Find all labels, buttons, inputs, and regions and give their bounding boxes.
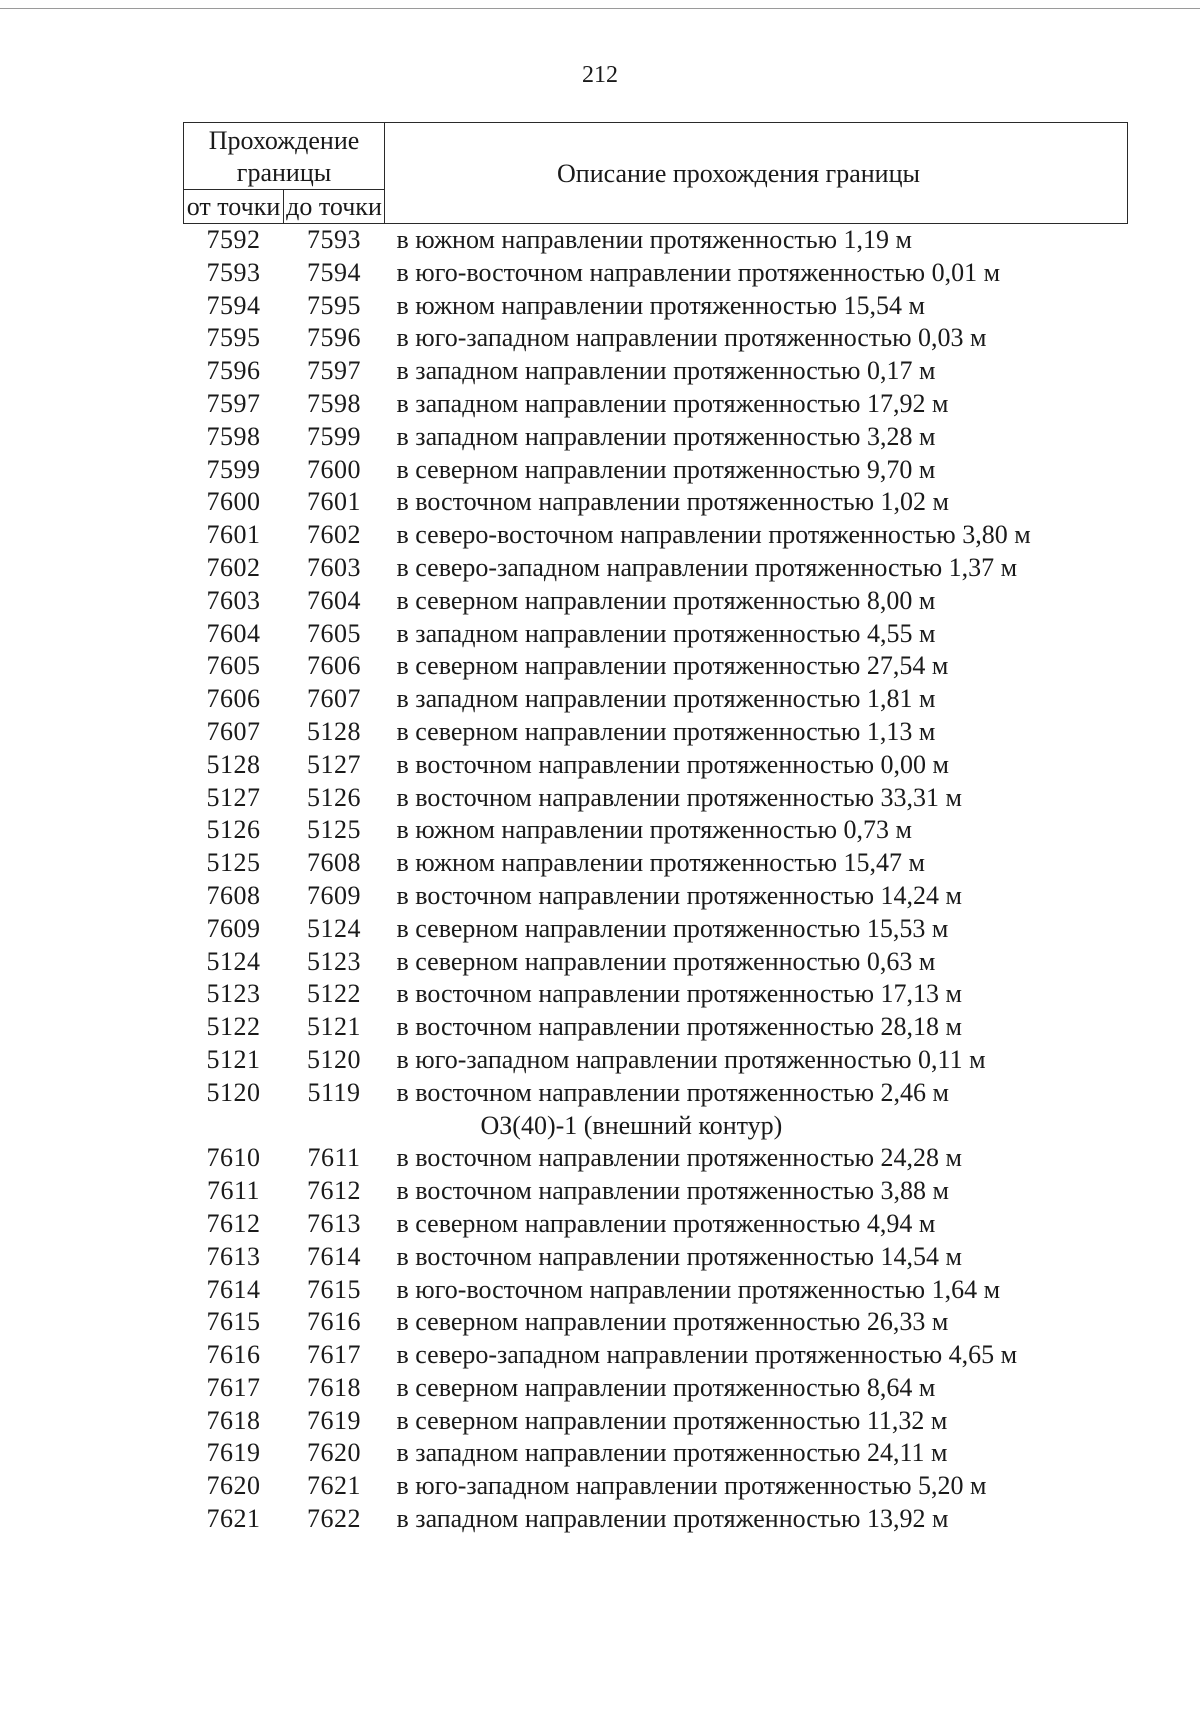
from-point-cell: 7611: [206, 1176, 261, 1206]
description-cell: в восточном направлении протяженностью 14,54 м: [396, 1241, 962, 1271]
description-cell: в северном направлении протяженностью 8,00 м: [396, 585, 936, 615]
description-cell: в восточном направлении протяженностью 17,13 м: [396, 979, 962, 1009]
description-cell: в северном направлении протяженностью 1,13 м: [396, 716, 936, 746]
to-point-cell: 7598: [307, 388, 361, 418]
description-cell: в северном направлении протяженностью 0,63 м: [396, 946, 936, 976]
from-point-cell: 7605: [206, 651, 261, 681]
description-cell: в северо-западном направлении протяженностью 4,65 м: [396, 1340, 1018, 1370]
to-point-cell: 7597: [307, 356, 361, 386]
from-point-cell: 7608: [206, 880, 261, 910]
section-row: [184, 1110, 1128, 1143]
from-point-cell: 7613: [206, 1241, 261, 1271]
to-point-cell: 7620: [307, 1438, 361, 1468]
table-row: [184, 716, 1128, 749]
from-point-cell: 5122: [206, 1012, 261, 1042]
table-row: [184, 683, 1128, 716]
table-row: [184, 913, 1128, 946]
from-point-cell: 7615: [206, 1307, 261, 1337]
from-point-cell: 7621: [206, 1504, 261, 1534]
description-cell: в северо-восточном направлении протяженностью 3,80 м: [396, 520, 1031, 550]
from-point-cell: 7599: [206, 454, 261, 484]
table-row: [184, 782, 1128, 815]
to-point-cell: 5121: [307, 1012, 361, 1042]
table-row: [184, 978, 1128, 1011]
from-point-cell: 5121: [206, 1044, 261, 1074]
description-cell: в западном направлении протяженностью 3,28 м: [396, 421, 936, 451]
from-point-cell: 7618: [206, 1405, 261, 1435]
table-row: [184, 880, 1128, 913]
table-row: [184, 847, 1128, 880]
description-cell: в восточном направлении протяженностью 24,28 м: [396, 1143, 962, 1173]
to-point-cell: 7622: [307, 1504, 361, 1534]
description-cell: в южном направлении протяженностью 15,54 м: [396, 290, 925, 320]
description-cell: в северном направлении протяженностью 9,70 м: [396, 454, 936, 484]
description-cell: в восточном направлении протяженностью 14,24 м: [396, 880, 962, 910]
description-cell: в северном направлении протяженностью 26,33 м: [396, 1307, 949, 1337]
to-point-cell: 7606: [307, 651, 361, 681]
table-row: [184, 1011, 1128, 1044]
to-point-cell: 7618: [307, 1372, 361, 1402]
from-point-cell: 7619: [206, 1438, 261, 1468]
table-row: [184, 1306, 1128, 1339]
from-point-cell: 5125: [206, 848, 261, 878]
to-point-cell: 7596: [307, 323, 361, 353]
from-point-cell: 5124: [206, 946, 261, 976]
section-title: ОЗ(40)-1 (внешний контур): [480, 1110, 783, 1140]
table-body: [184, 224, 1128, 1536]
description-cell: в западном направлении протяженностью 13,92 м: [396, 1504, 949, 1534]
table-row: [184, 1339, 1128, 1372]
from-point-cell: 5128: [206, 749, 261, 779]
table-row: [184, 519, 1128, 552]
to-point-cell: 5128: [307, 716, 361, 746]
page-number: 212: [582, 62, 618, 88]
to-point-cell: 7615: [307, 1274, 361, 1304]
description-cell: в восточном направлении протяженностью 0,00 м: [396, 749, 949, 779]
description-cell: в северном направлении протяженностью 27,54 м: [396, 651, 949, 681]
table-row: [184, 618, 1128, 651]
table-row: [184, 290, 1128, 323]
description-cell: в восточном направлении протяженностью 2,46 м: [396, 1077, 949, 1107]
from-point-cell: 7607: [206, 716, 261, 746]
description-cell: в северном направлении протяженностью 4,94 м: [396, 1208, 936, 1238]
table-row: [184, 454, 1128, 487]
from-point-cell: 7616: [206, 1340, 261, 1370]
table-row: [184, 486, 1128, 519]
to-point-cell: 7605: [307, 618, 361, 648]
scan-top-rule: [0, 8, 1200, 9]
description-cell: в восточном направлении протяженностью 3,88 м: [396, 1176, 949, 1206]
table-row: [184, 257, 1128, 290]
to-point-cell: 7602: [307, 520, 361, 550]
from-point-cell: 7603: [206, 585, 261, 615]
description-cell: в северном направлении протяженностью 11,32 м: [396, 1405, 948, 1435]
to-point-cell: 7612: [307, 1176, 361, 1206]
table-row: [184, 1503, 1128, 1536]
to-point-cell: 5125: [307, 815, 361, 845]
to-point-cell: 7607: [307, 684, 361, 714]
table-row: [184, 1044, 1128, 1077]
table-row: [184, 1372, 1128, 1405]
table-row: [184, 421, 1128, 454]
from-point-cell: 7610: [206, 1143, 261, 1173]
table-row: [184, 355, 1128, 388]
description-cell: в юго-восточном направлении протяженностью 0,01 м: [396, 257, 1001, 287]
header-boundary-passage: Прохождение границы: [184, 123, 385, 190]
to-point-cell: 7594: [307, 257, 361, 287]
table-row: [184, 1437, 1128, 1470]
from-point-cell: 7594: [206, 290, 261, 320]
from-point-cell: 7609: [206, 913, 261, 943]
to-point-cell: 5123: [307, 946, 361, 976]
from-point-cell: 7593: [206, 257, 261, 287]
to-point-cell: 7601: [307, 487, 361, 517]
to-point-cell: 7613: [307, 1208, 361, 1238]
from-point-cell: 7604: [206, 618, 261, 648]
from-point-cell: 7612: [206, 1208, 261, 1238]
to-point-cell: 7609: [307, 880, 361, 910]
to-point-cell: 5120: [307, 1044, 361, 1074]
to-point-cell: 7616: [307, 1307, 361, 1337]
to-point-cell: 5126: [307, 782, 361, 812]
description-cell: в юго-западном направлении протяженностью 0,03 м: [396, 323, 987, 353]
description-cell: в восточном направлении протяженностью 1,02 м: [396, 487, 949, 517]
from-point-cell: 5126: [206, 815, 261, 845]
table-row: [184, 946, 1128, 979]
description-cell: в северном направлении протяженностью 8,64 м: [396, 1372, 936, 1402]
to-point-cell: 7599: [307, 421, 361, 451]
to-point-cell: 7619: [307, 1405, 361, 1435]
from-point-cell: 7606: [206, 684, 261, 714]
to-point-cell: 5127: [307, 749, 361, 779]
boundary-table: [183, 122, 1128, 1536]
table-header: [184, 123, 1128, 224]
description-cell: в юго-западном направлении протяженностью 5,20 м: [396, 1471, 987, 1501]
to-point-cell: 7617: [307, 1340, 361, 1370]
table-row: [184, 1175, 1128, 1208]
description-cell: в восточном направлении протяженностью 28,18 м: [396, 1012, 962, 1042]
table-row: [184, 814, 1128, 847]
to-point-cell: 5119: [307, 1077, 361, 1107]
header-from-point: от точки: [184, 190, 284, 224]
table-row: [184, 749, 1128, 782]
to-point-cell: 7611: [307, 1143, 361, 1173]
to-point-cell: 7595: [307, 290, 361, 320]
from-point-cell: 7596: [206, 356, 261, 386]
table-row: [184, 1208, 1128, 1241]
table-row: [184, 1241, 1128, 1274]
from-point-cell: 7598: [206, 421, 261, 451]
table-row: [184, 1470, 1128, 1503]
description-cell: в южном направлении протяженностью 15,47 м: [396, 848, 925, 878]
description-cell: в западном направлении протяженностью 0,17 м: [396, 356, 936, 386]
description-cell: в южном направлении протяженностью 1,19 м: [396, 225, 912, 254]
to-point-cell: 7621: [307, 1471, 361, 1501]
table-row: [184, 1274, 1128, 1307]
description-cell: в южном направлении протяженностью 0,73 м: [396, 815, 912, 845]
to-point-cell: 7614: [307, 1241, 361, 1271]
table-row: [184, 1142, 1128, 1175]
table-row: [184, 650, 1128, 683]
table-row: [184, 388, 1128, 421]
table-row: [184, 322, 1128, 355]
from-point-cell: 7614: [206, 1274, 261, 1304]
header-to-point: до точки: [284, 190, 385, 224]
from-point-cell: 5123: [206, 979, 261, 1009]
from-point-cell: 7620: [206, 1471, 261, 1501]
to-point-cell: 7608: [307, 848, 361, 878]
from-point-cell: 7600: [206, 487, 261, 517]
from-point-cell: 5120: [206, 1077, 261, 1107]
description-cell: в восточном направлении протяженностью 33,31 м: [396, 782, 962, 812]
description-cell: в юго-восточном направлении протяженностью 1,64 м: [396, 1274, 1001, 1304]
from-point-cell: 7617: [206, 1372, 261, 1402]
description-cell: в северном направлении протяженностью 15,53 м: [396, 913, 949, 943]
from-point-cell: 7597: [206, 388, 261, 418]
table-row: [184, 1077, 1128, 1110]
description-cell: в юго-западном направлении протяженностью 0,11 м: [396, 1044, 986, 1074]
header-description: Описание прохождения границы: [385, 123, 1128, 224]
table-row: [184, 585, 1128, 618]
description-cell: в западном направлении протяженностью 24,11 м: [396, 1438, 948, 1468]
to-point-cell: 5122: [307, 979, 361, 1009]
from-point-cell: 7601: [206, 520, 261, 550]
description-cell: в западном направлении протяженностью 1,81 м: [396, 684, 936, 714]
from-point-cell: 7592: [206, 225, 261, 254]
description-cell: в западном направлении протяженностью 4,55 м: [396, 618, 936, 648]
table-row: [184, 224, 1128, 257]
to-point-cell: 7603: [307, 552, 361, 582]
table-row: [184, 552, 1128, 585]
to-point-cell: 7604: [307, 585, 361, 615]
from-point-cell: 7595: [206, 323, 261, 353]
to-point-cell: 7593: [307, 225, 361, 254]
to-point-cell: 7600: [307, 454, 361, 484]
table-row: [184, 1405, 1128, 1438]
from-point-cell: 7602: [206, 552, 261, 582]
description-cell: в западном направлении протяженностью 17,92 м: [396, 388, 949, 418]
from-point-cell: 5127: [206, 782, 261, 812]
description-cell: в северо-западном направлении протяженностью 1,37 м: [396, 552, 1018, 582]
to-point-cell: 5124: [307, 913, 361, 943]
